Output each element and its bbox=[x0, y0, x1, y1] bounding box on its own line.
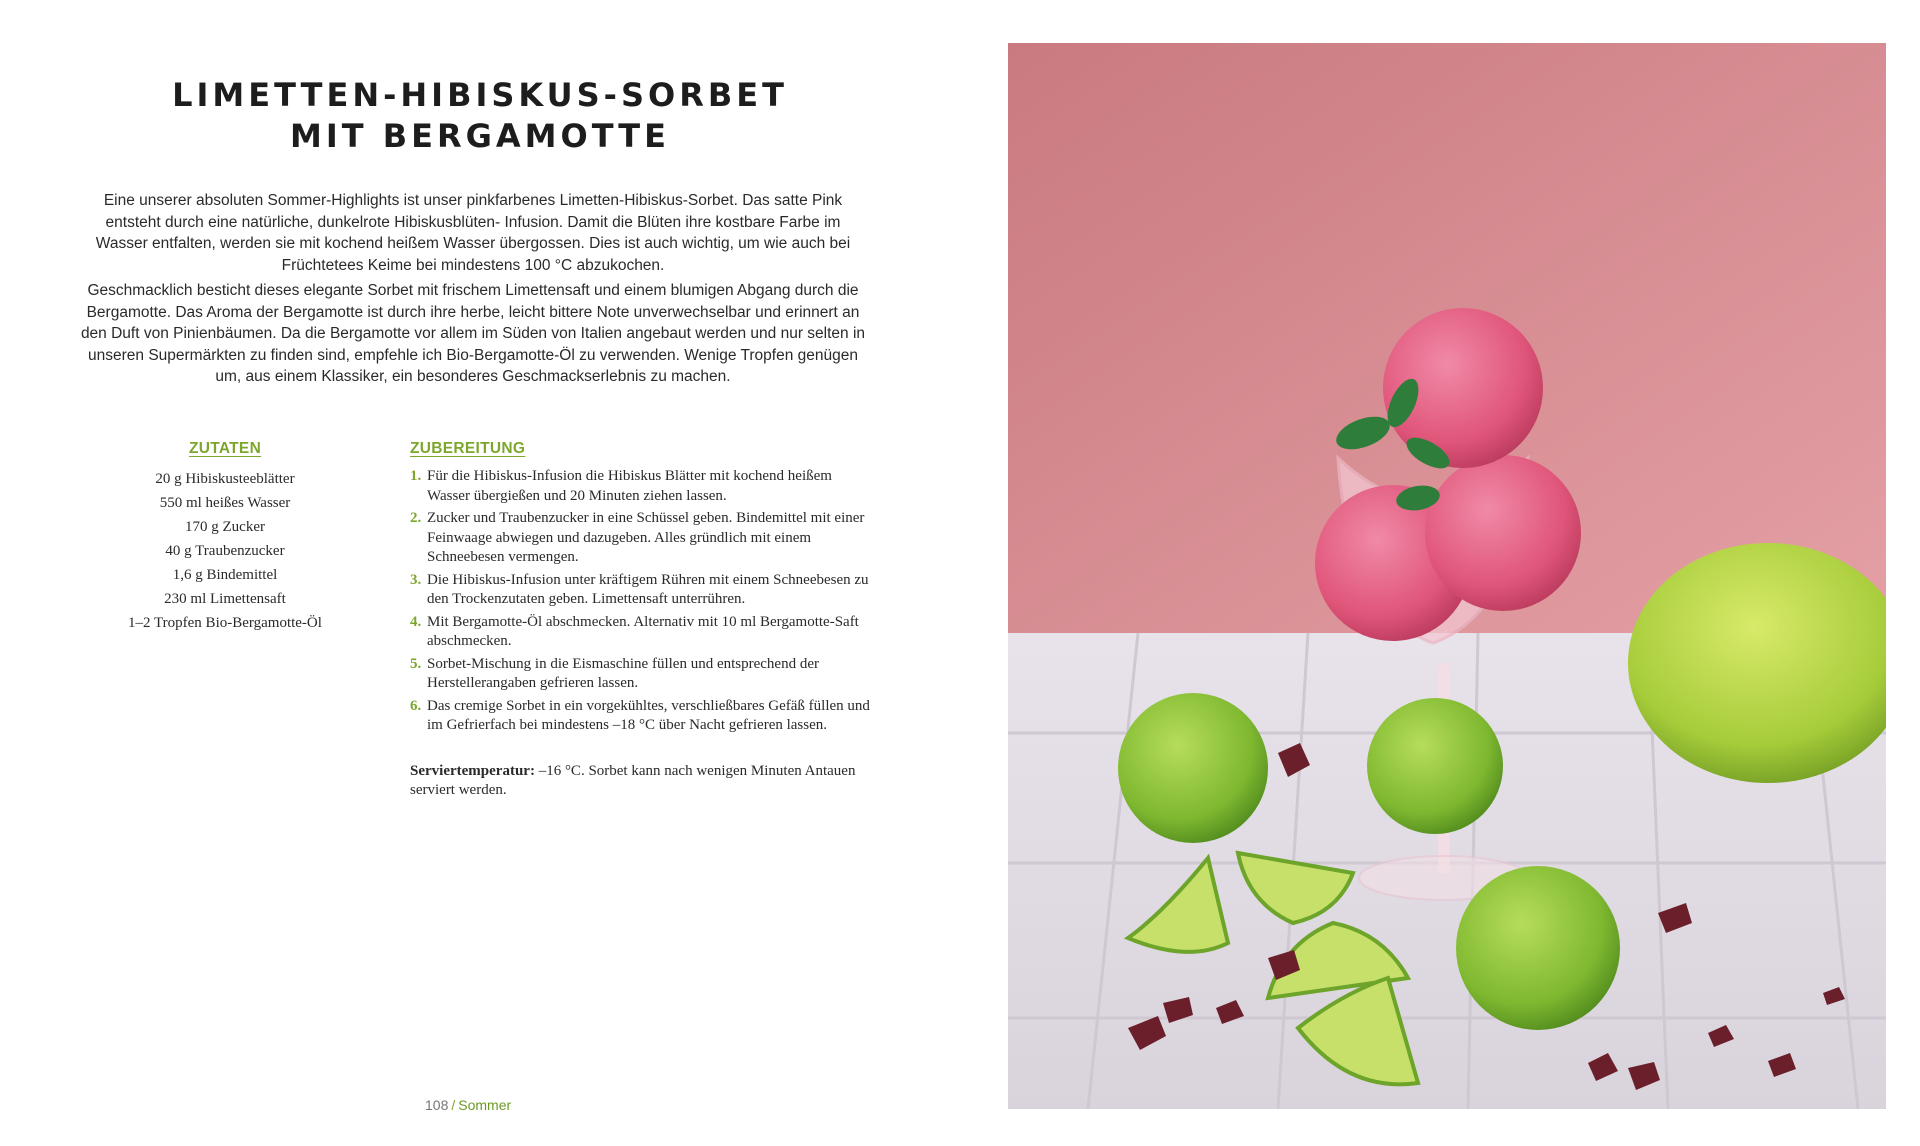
lime-middle bbox=[1367, 698, 1503, 834]
lime-left bbox=[1118, 693, 1268, 843]
preparation-heading: ZUBEREITUNG bbox=[410, 440, 526, 457]
step-number: 4. bbox=[410, 613, 422, 630]
page-number: 108 bbox=[425, 1097, 449, 1113]
sorbet-photo-illustration bbox=[1008, 43, 1886, 1109]
ingredients-heading: ZUTATEN bbox=[188, 440, 262, 457]
footer-separator: / bbox=[451, 1097, 456, 1113]
step-text: Das cremige Sorbet in ein vorgekühltes, verschließbares Gefäß füllen und im Gefrierfach bei mindestens –18 °C über Nacht gefrieren lassen. bbox=[427, 697, 870, 733]
step-number: 6. bbox=[410, 697, 422, 714]
step-text: Zucker und Traubenzucker in eine Schüssel geben. Bindemittel mit einer Feinwaage abwiegen und dazugeben. Alles gründlich mit einem Schneebesen vermengen. bbox=[427, 510, 865, 565]
step-number: 2. bbox=[410, 510, 422, 526]
recipe-title bbox=[80, 75, 880, 157]
step-number: 1. bbox=[410, 468, 422, 484]
recipe-intro bbox=[78, 190, 868, 392]
serving-temperature bbox=[410, 762, 870, 801]
step-number: 5. bbox=[410, 655, 422, 672]
step-item bbox=[410, 509, 870, 568]
step-item bbox=[410, 467, 870, 506]
lime-front bbox=[1456, 866, 1620, 1030]
ingredient-item: 1–2 Tropfen Bio-Bergamotte-Öl bbox=[128, 615, 322, 631]
preparation-section bbox=[410, 440, 870, 801]
sorbet-scoop bbox=[1425, 455, 1581, 611]
step-item bbox=[410, 571, 870, 610]
serving-temperature-text: –16 °C. Sorbet kann nach wenigen Minuten Antauen serviert werden. bbox=[410, 762, 856, 798]
ingredients-section bbox=[110, 440, 340, 635]
section-name: Sommer bbox=[458, 1097, 512, 1113]
step-item bbox=[410, 697, 870, 736]
ingredient-item: 20 g Hibiskusteeblätter bbox=[155, 471, 295, 487]
preparation-steps bbox=[410, 467, 870, 736]
ingredient-item: 170 g Zucker bbox=[185, 519, 265, 535]
step-item bbox=[410, 613, 870, 652]
step-text: Sorbet-Mischung in die Eismaschine füllen und entsprechend der Herstellerangaben gefrieren lassen. bbox=[427, 655, 819, 691]
title-line-1: LIMETTEN-HIBISKUS-SORBET bbox=[172, 76, 788, 114]
ingredient-item: 40 g Traubenzucker bbox=[165, 543, 285, 559]
step-text: Die Hibiskus-Infusion unter kräftigem Rühren mit einem Schneebesen zu den Trockenzutaten geben. Limettensaft unterrühren. bbox=[427, 571, 869, 607]
title-line-2: MIT BERGAMOTTE bbox=[290, 117, 670, 155]
step-text: Mit Bergamotte-Öl abschmecken. Alternativ mit 10 ml Bergamotte-Saft abschmecken. bbox=[427, 613, 859, 649]
ingredients-list bbox=[110, 467, 340, 635]
ingredient-item: 1,6 g Bindemittel bbox=[172, 567, 278, 583]
page-footer bbox=[425, 1097, 511, 1113]
step-number: 3. bbox=[410, 571, 422, 588]
serving-temperature-label: Serviertemperatur: bbox=[410, 762, 535, 779]
intro-paragraph-1: Eine unserer absoluten Sommer-Highlights ist unser pinkfarbenes Limetten-Hibiskus-Sorbet. Das satte Pink entsteht durch eine natürliche, dunkelrote Hibiskusblüten- Infusion. Damit die Blüten ihre kostbare Farbe im Wasser entfalten, werden sie mit kochend heißem Wasser übergossen. Dies ist auch wichtig, um wie auch bei Früchtetees Keime bei mindestens 100 °C abzukochen. bbox=[95, 192, 851, 274]
recipe-photo bbox=[1008, 43, 1886, 1109]
step-text: Für die Hibiskus-Infusion die Hibiskus Blätter mit kochend heißem Wasser übergießen und 20 Minuten ziehen lassen. bbox=[427, 468, 832, 504]
step-item bbox=[410, 655, 870, 694]
ingredient-item: 230 ml Limettensaft bbox=[164, 591, 286, 607]
intro-paragraph-2: Geschmacklich besticht dieses elegante Sorbet mit frischem Limettensaft und einem blumigen Abgang durch die Bergamotte. Das Aroma der Bergamotte ist durch ihre herbe, leicht bittere Note unverwechselbar und erinnert an den Duft von Pinienbäumen. Da die Bergamotte vor allem im Süden von Italien angebaut werden und nur selten in unseren Supermärkten zu finden sind, empfehle ich Bio-Bergamotte-Öl zu verwenden. Wenige Tropfen genügen um, aus einem Klassiker, ein besonderes Geschmackserlebnis zu machen. bbox=[80, 282, 866, 385]
ingredient-item: 550 ml heißes Wasser bbox=[159, 495, 291, 511]
